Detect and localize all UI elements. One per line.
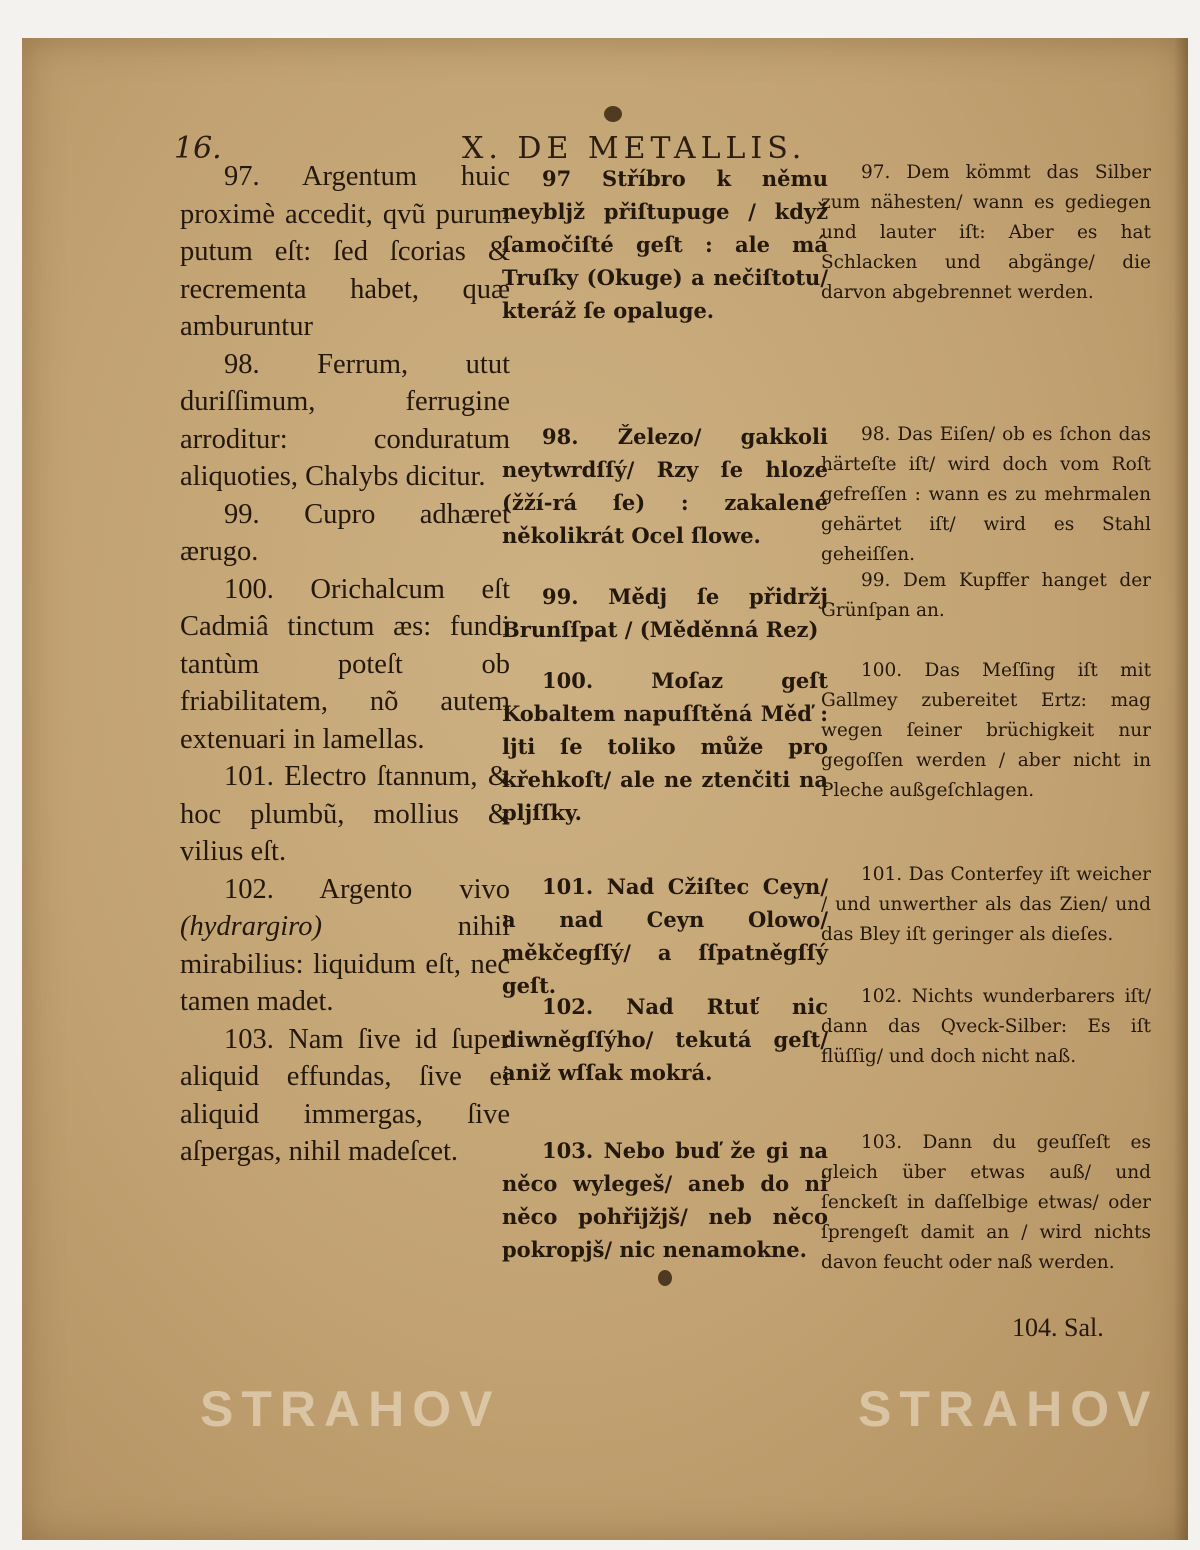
czech-entry-101: 101. Nad Cžiſtec Ceyn/ a nad Ceyn Olowo/ měkčegſſý/ a ſſpatněgſſý geſt. xyxy=(502,874,828,998)
german-entry-102: 102. Nichts wunderbarers iſt/ dann das Qveck-Silber: Es iſt flüſſig/ und doch nicht naß. xyxy=(821,986,1151,1067)
czech-entry-102: 102. Nad Rtuť nic diwněgſſýho/ tekutá geſt/ aniž wſſak mokrá. xyxy=(502,994,828,1085)
running-title: X. DE METALLIS. xyxy=(462,131,807,166)
latin-entry-102-rest: nihil mirabilius: liquidum eſt, nec tamen madet. xyxy=(180,911,510,1017)
catchword: 104. Sal. xyxy=(1012,1313,1104,1342)
latin-entry-102-gloss: (hydrargiro) xyxy=(180,911,322,942)
ink-blot xyxy=(658,1270,672,1286)
page-edge-shadow xyxy=(1174,38,1188,1540)
latin-entry-101: 101. Electro ſtannum, & hoc plumbũ, mollius & vilius eſt. xyxy=(180,761,510,867)
czech-entry-103: 103. Nebo buď že gi na něco wylegeš/ aneb do ni něco pohřijžjš/ neb něco pokropjš/ nic nenamokne. xyxy=(502,1138,828,1262)
german-entry-100: 100. Das Meſſing iſt mit Gallmey zubereitet Ertz: mag wegen ſeiner brüchigkeit nur gegoſſen werden / aber nicht in Pleche außgeſchlagen. xyxy=(821,660,1151,801)
german-entry-97: 97. Dem kömmt das Silber zum nähesten/ wann es gediegen und lauter iſt: Aber es hat Schlacken und abgänge/ die darvon abgebrennet werden. xyxy=(821,162,1151,303)
german-entry-103: 103. Dann du geuſſeſt es gleich über etwas auß/ und ſenckeſt in daſſelbige etwas/ oder ſprengeſt damit an / wird nichts davon feucht oder naß werden. xyxy=(821,1132,1151,1273)
latin-entry-100: 100. Orichalcum eſt Cadmiâ tinctum æs: fundi tantùm poteſt ob friabilitatem, nõ autem extenuari in lamellas. xyxy=(180,573,510,755)
latin-entry-99: 99. Cupro adhæret ærugo. xyxy=(180,498,510,567)
latin-column xyxy=(180,158,510,1171)
czech-entry-99: 99. Mědj ſe přidržj Brunſſpat / (Měděnná Rez) xyxy=(502,584,828,642)
german-entry-98: 98. Das Eiſen/ ob es ſchon das härteſte iſt/ wird doch vom Roſt gefreſſen : wann es zu mehrmalen gehärtet iſt/ wird es Stahl geheiſſen. xyxy=(821,424,1151,565)
page-number: 16. xyxy=(174,131,222,166)
ink-blot xyxy=(604,106,622,122)
german-entry-99: 99. Dem Kupffer hanget der Grünſpan an. xyxy=(821,570,1151,621)
czech-entry-100: 100. Moſaz geſt Kobaltem napuſſtěná Měď : ljti ſe toliko může pro křehkoſt/ ale ne ztenčiti na pljſſky. xyxy=(502,668,828,825)
book-page xyxy=(22,38,1188,1540)
latin-entry-102 xyxy=(180,871,510,1021)
latin-entry-97: 97. Argentum huic proximè accedit, qvũ purum putum eſt: ſed ſcorias & recrementa habet, quæ amburuntur xyxy=(180,161,510,342)
latin-entry-102-lead: 102. Argento vivo xyxy=(224,873,510,905)
latin-entry-98: 98. Ferrum, utut duriſſimum, ferrugine arroditur: conduratum aliquoties, Chalybs dicitur. xyxy=(180,348,510,492)
watermark-right: STRAHOV xyxy=(858,1381,1159,1437)
german-entry-101: 101. Das Conterfey iſt weicher / und unwerther als das Zien/ und das Bley iſt geringer als dieſes. xyxy=(821,864,1151,945)
czech-entry-97: 97 Stříbro k němu neybljž přiſtupuge / když ſamočiſté geſt : ale má Truſky (Okuge) a nečiſtotu/ kteráž ſe opaluge. xyxy=(502,166,828,323)
czech-entry-98: 98. Železo/ gakkoli neytwrdſſý/ Rzy ſe hloze (žží-rá ſe) : zakalené několikrát Ocel ſlowe. xyxy=(502,424,828,548)
watermark-left: STRAHOV xyxy=(200,1381,501,1437)
latin-entry-103: 103. Nam ſive id ſuper aliquid effundas, ſive ei aliquid immergas, ſive aſpergas, nihil madeſcet. xyxy=(180,1023,510,1167)
